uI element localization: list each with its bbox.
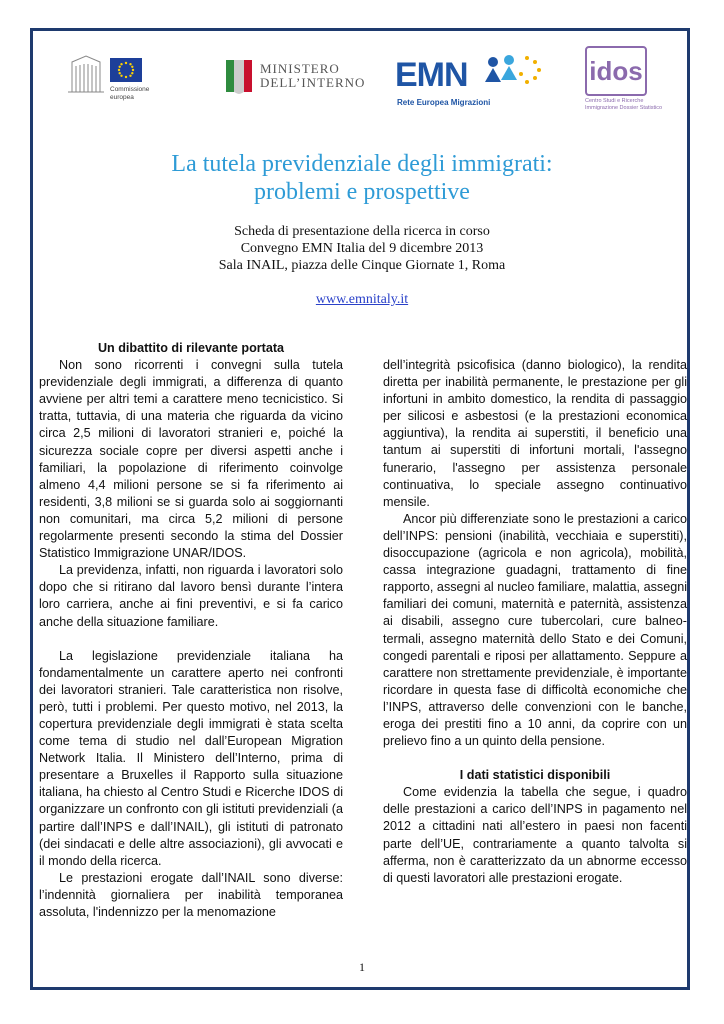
idos-wordmark: idos [585, 46, 647, 96]
emn-stars-people-icon [483, 52, 545, 92]
emn-subtitle: Rete Europea Migrazioni [397, 98, 491, 107]
event-info [0, 223, 724, 274]
idos-label: Centro Studi e Ricerche Immigrazione Dossier Statistico [585, 98, 663, 111]
paragraph: Le prestazioni erogate dall’INAIL sono diverse: l’indennità giornaliera per inabilità temporanea assoluta, l'indennizzo per la menomazione [39, 870, 343, 919]
meta-line-3: Sala INAIL, piazza delle Cinque Giornate 1, Roma [218, 258, 506, 273]
ministero-label-2: DELL’INTERNO [260, 75, 366, 90]
paragraph: La legislazione previdenziale italiana ha fondamentalmente un carattere aperto nei confronti dei lavoratori stranieri. Tale caratteristica non risolve, però, tutti i problemi. Per questo motivo, nel 2013, la copertura previdenziale degli immigrati è stata scelta come tema di studio nel dall’European Migration Network Italia. Il Ministero dell’Interno, prima di presentare a Bruxelles il Rapporto sulla situazione italiana, ha chiesto al Centro Studi e Ricerche IDOS di organizzare un confronto con gli istituti previdenziali (a partire dall’INPS e dall’INAIL), gli istituti di patronato (dei sindacati e delle altre associazioni), gli avvocati e il mondo della ricerca. [39, 648, 343, 868]
section-heading-1: Un dibattito di rilevante portata [97, 341, 285, 355]
emn-wordmark: EMN [395, 56, 468, 94]
left-column [39, 340, 343, 921]
title-line-2: problemi e prospettive [254, 179, 470, 205]
european-commission-logo [66, 52, 171, 114]
idos-logo [585, 46, 665, 116]
ministero-interno-logo [222, 52, 372, 102]
paragraph: Come evidenzia la tabella che segue, i quadro delle prestazioni a carico dell’INPS in pagamento nel 2012 a cittadini nati all’estero in paesi non facenti parte dell’UE, contrariamente a quanto talvolta si afferma, non è caratterizzato da un abnorme eccesso di questi lavoratori alle prestazioni erogate. [383, 785, 687, 885]
ec-label: Commissione europea [110, 86, 150, 101]
document-title [0, 150, 724, 206]
meta-line-2: Convegno EMN Italia del 9 dicembre 2013 [240, 241, 484, 256]
paragraph: Non sono ricorrenti i convegni sulla tutela previdenziale degli immigrati, a differenza di quanto avviene per altri temi a carattere meno tecnicistico. Si tratta, tuttavia, di una materia che riguarda da vicino circa 2,5 milioni di lavoratori stranieri e, poiché la sicurezza sociale copre per diversi aspetti anche i familiari, la popolazione di riferimento coinvolge almeno 4,4 milioni persone se si fa riferimento ai residenti, 3,8 milioni se si guarda solo ai soggiornanti non comunitari, ma circa 5,2 milioni di persone regolarmente presenti secondo la stima del Dossier Statistico Immigrazione UNAR/IDOS. [39, 358, 343, 561]
logo-bar [0, 42, 724, 122]
section-heading-2: I dati statistici disponibili [459, 768, 611, 783]
eu-flag-icon [110, 58, 142, 82]
paragraph: Ancor più differenziate sono le prestazioni a carico dell’INPS: pensioni (inabilità, vecchiaia e superstiti), disoccupazione (agricola e non agricola), mobilità, cassa integrazione guadagni, trattamento di fine rapporto, assegni al nucleo familiare, malattia, assegni familiari dei comuni, maternità e paternità, assistenza ai disabili, assegno cure tubercolari, cure balneo-termali, assegno maternità dello Stato e dei Comuni, congedi parentali e riposi per allattamento. Seppure a carattere non strettamente previdenziale, è importante ricordare in questa fase di difficoltà economiche che l’INPS, attraverso delle convenzioni con le banche, eroga dei prestiti fino a 10 anni, da coprire con un prelievo fino a un quinto della pensione. [383, 511, 687, 749]
page-number: 1 [359, 960, 365, 974]
emn-logo [395, 50, 555, 110]
ministero-label-1: MINISTERO [260, 61, 340, 76]
meta-line-1: Scheda di presentazione della ricerca in corso [234, 224, 490, 239]
ec-building-icon [66, 52, 106, 96]
title-line-1: La tutela previdenziale degli immigrati: [171, 151, 553, 177]
italian-emblem-icon [222, 56, 256, 96]
paragraph: dell’integrità psicofisica (danno biologico), la rendita diretta per inabilità permanente, le prestazione per gli infortuni in ambito domestico, la rendita di passaggio per silicosi e asbestosi (e la prestazioni economica aggiuntiva), la rendita ai superstiti, il beneficio una tantum ai superstiti di infortuni mortali, l'assegno funerario, l'assegno per assistenza personale continuativa, lo speciale assegno continuativo mensile. [383, 358, 687, 509]
right-column [383, 357, 687, 887]
website-link[interactable]: www.emnitaly.it [315, 292, 409, 307]
paragraph: La previdenza, infatti, non riguarda i lavoratori solo dopo che si ritirano dal lavoro bensì durante l’intera loro carriera, anche ai fini preventivi, e si fa carico anche della situazione familiare. [39, 563, 343, 629]
